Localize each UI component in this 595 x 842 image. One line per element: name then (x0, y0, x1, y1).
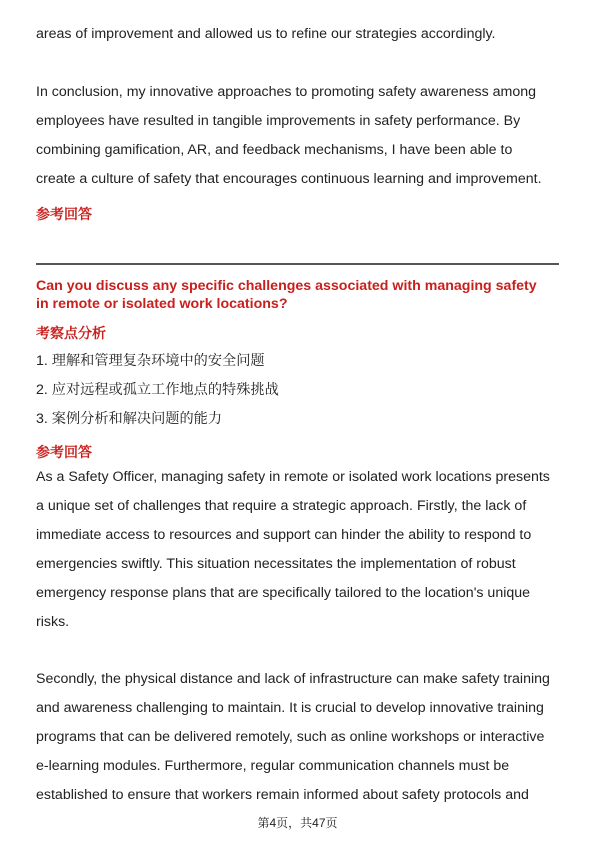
paragraph-line: create a culture of safety that encourages continuous learning and improvement. (36, 171, 542, 187)
paragraph-line: established to ensure that workers remain informed about safety protocols and (36, 787, 529, 803)
question-line: Can you discuss any specific challenges associated with managing safety (36, 278, 537, 294)
question-heading (36, 277, 561, 313)
analysis-point: 3. 案例分析和解决问题的能力 (36, 411, 223, 427)
paragraph-top (36, 20, 561, 49)
question-line: in remote or isolated work locations? (36, 296, 288, 312)
answer-paragraph (36, 463, 561, 637)
paragraph-line: and awareness challenging to maintain. It is crucial to develop innovative training (36, 700, 544, 716)
paragraph-line: risks. (36, 614, 70, 630)
section-divider (36, 263, 559, 265)
page-indicator: 第4页，共47页 (257, 816, 338, 830)
paragraph-line: e-learning modules. Furthermore, regular communication channels must be (36, 758, 510, 774)
paragraph-line: emergency response plans that are specifically tailored to the location's unique (36, 585, 531, 601)
page-footer (0, 814, 595, 831)
paragraph-line: In conclusion, my innovative approaches to promoting safety awareness among (36, 84, 536, 100)
analysis-label: 考察点分析 (36, 325, 106, 341)
analysis-point: 1. 理解和管理复杂环境中的安全问题 (36, 353, 265, 369)
paragraph-line: As a Safety Officer, managing safety in remote or isolated work locations presents (36, 469, 550, 485)
paragraph-line: programs that can be delivered remotely, such as online workshops or interactive (36, 729, 545, 745)
paragraph-line: areas of improvement and allowed us to refine our strategies accordingly. (36, 26, 496, 42)
paragraph-line: combining gamification, AR, and feedback mechanisms, I have been able to (36, 142, 513, 158)
reference-answer-label: 参考回答 (36, 444, 92, 460)
paragraph-conclusion (36, 78, 561, 194)
paragraph-line: a unique set of challenges that require a strategic approach. Firstly, the lack of (36, 498, 527, 514)
paragraph-line: emergencies swiftly. This situation necessitates the implementation of robust (36, 556, 516, 572)
reference-answer-label: 参考回答 (36, 206, 92, 222)
answer-paragraph (36, 665, 561, 810)
paragraph-line: employees have resulted in tangible improvements in safety performance. By (36, 113, 521, 129)
paragraph-line: Secondly, the physical distance and lack of infrastructure can make safety training (36, 671, 550, 687)
paragraph-line: immediate access to resources and support can hinder the ability to respond to (36, 527, 532, 543)
analysis-point: 2. 应对远程或孤立工作地点的特殊挑战 (36, 382, 279, 398)
